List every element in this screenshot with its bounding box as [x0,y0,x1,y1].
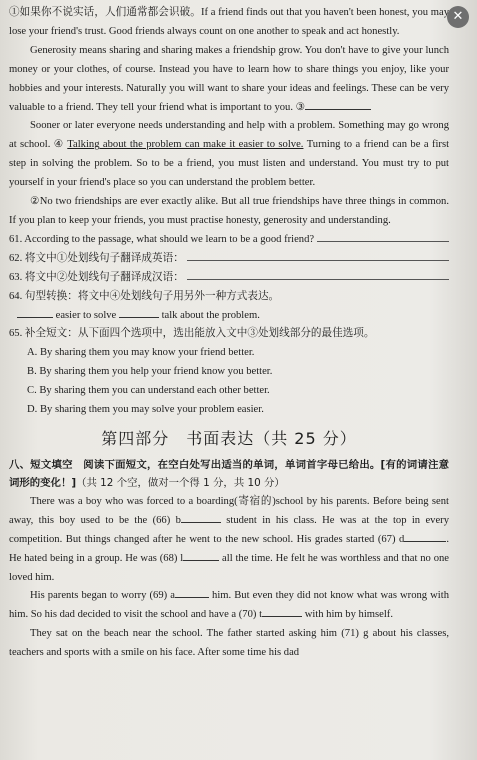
cloze-text-3: They sat on the beach near the school. The father started asking him (71) g [30,628,369,640]
option-a[interactable]: A. By sharing them you may know your friend better. [27,347,255,359]
answer-blank-64b[interactable] [119,307,159,318]
cloze-text-1c: . He hated being in a group. He was (68) l [9,533,449,564]
answer-blank-69[interactable] [175,587,209,598]
answer-line-62[interactable] [187,250,449,261]
question-64-text: 64. 句型转换：将文中④处划线句子用另外一种方式表达。 [9,290,280,302]
paragraph-3-text-a: Sooner or later everyone needs understanding and help with a problem. Something may go wrong at school. ④ [9,120,449,151]
cloze-text-2b: him. But even they did not know what was wrong with him. So his dad decided to visit the school and have a (70) t [9,590,449,621]
answer-blank-3[interactable] [305,99,371,110]
task-instructions-bold: 八、短文填空 阅读下面短文，在空白处写出适当的单词，单词首字母已给出。[有的词请注意词形的变化！] [9,458,449,490]
passage-paragraph-1: ①如果你不说实话，人们通常都会识破。If a friend finds out that you haven't been honest, you may lose your friend's trust. Good friends always count on one another to speak and act honestly. [9,7,449,37]
cloze-paragraph-3 [9,625,449,663]
underlined-sentence-4: Talking about the problem can make it easier to solve. [67,139,304,151]
question-63-text: 63. 将文中②处划线句子翻译成汉语： [9,271,184,283]
question-65-text: 65. 补全短文：从下面四个选项中，选出能放入文中③处划线部分的最佳选项。 [9,328,375,340]
question-64-part-b: talk about the problem. [161,309,260,321]
close-button[interactable] [447,6,469,28]
cloze-text-2c: with him by himself. [304,609,393,621]
option-c[interactable]: C. By sharing them you can understand each other better. [27,385,270,397]
cloze-text-1b: student in his class. He was at the top in every competition. But things changed after he went to the new school. His grades started (67) d [9,514,449,545]
question-65 [9,325,449,344]
answer-blank-66[interactable] [181,512,221,523]
answer-blank-68[interactable] [183,550,219,561]
cloze-paragraph-1 [9,493,449,588]
document-content [9,4,449,663]
answer-line-61[interactable] [317,231,449,242]
answer-blank-70[interactable] [262,606,302,617]
cloze-text-1d: all the time. He felt he was worthless and that no one loved him. [9,552,449,583]
question-61 [9,231,449,250]
question-64-part-a: easier to solve [55,309,117,321]
cloze-text-3b: about his classes, teachers and sports with a smile on his face. After some time his dad [9,628,449,659]
paragraph-3-text-b: Turning to a friend can be a first step in solving the problem. So to be a friend, you must listen and understand. You must try to put yourself in your friend's place so you can understand the problem better. [9,139,450,189]
option-b[interactable]: B. By sharing them you help your friend know you better. [27,366,273,378]
answer-blank-67[interactable] [404,531,446,542]
cloze-paragraph-2 [9,587,449,625]
question-64 [9,288,449,307]
option-d[interactable]: D. By sharing them you may solve your problem easier. [27,404,264,416]
passage-paragraph-2 [9,42,449,118]
answer-blank-64a[interactable] [17,307,53,318]
cloze-text-1: There was a boy who was forced to a boarding(寄宿的)school by his parents. Before being sent away, this boy used to be the (66) b [9,495,449,526]
passage-paragraph-3 [9,117,449,193]
passage-paragraph-4: ②No two friendships are ever exactly alike. But all true friendships have three things in common. If you plan to keep your friends, you must practise honesty, generosity and understanding. [9,196,449,226]
close-icon: ✕ [452,9,464,24]
question-62-text: 62. 将文中①处划线句子翻译成英语： [9,252,184,264]
question-64-blanks [9,307,449,326]
paragraph-2-text: Generosity means sharing and sharing makes a friendship grow. You don't have to give your lunch money or your clothes, of course. Instead you have to learn how to share things you enjoy, like your hobbies and your interests. Naturally you will want to share your ideas and feelings. These can be very valuable to a friend. They tell your friend what is important to you. ③ [9,44,449,113]
question-62 [9,250,449,269]
task-instructions [9,456,449,493]
cloze-text-2: His parents began to worry (69) a [30,590,175,602]
task-note: （共 12 个空，做对一个得 1 分，共 10 分） [76,477,285,490]
question-63 [9,269,449,288]
section-title: 第四部分 书面表达（共 25 分） [101,428,357,448]
answer-line-63[interactable] [187,269,449,280]
question-61-text: 61. According to the passage, what should we learn to be a good friend? [9,233,315,245]
